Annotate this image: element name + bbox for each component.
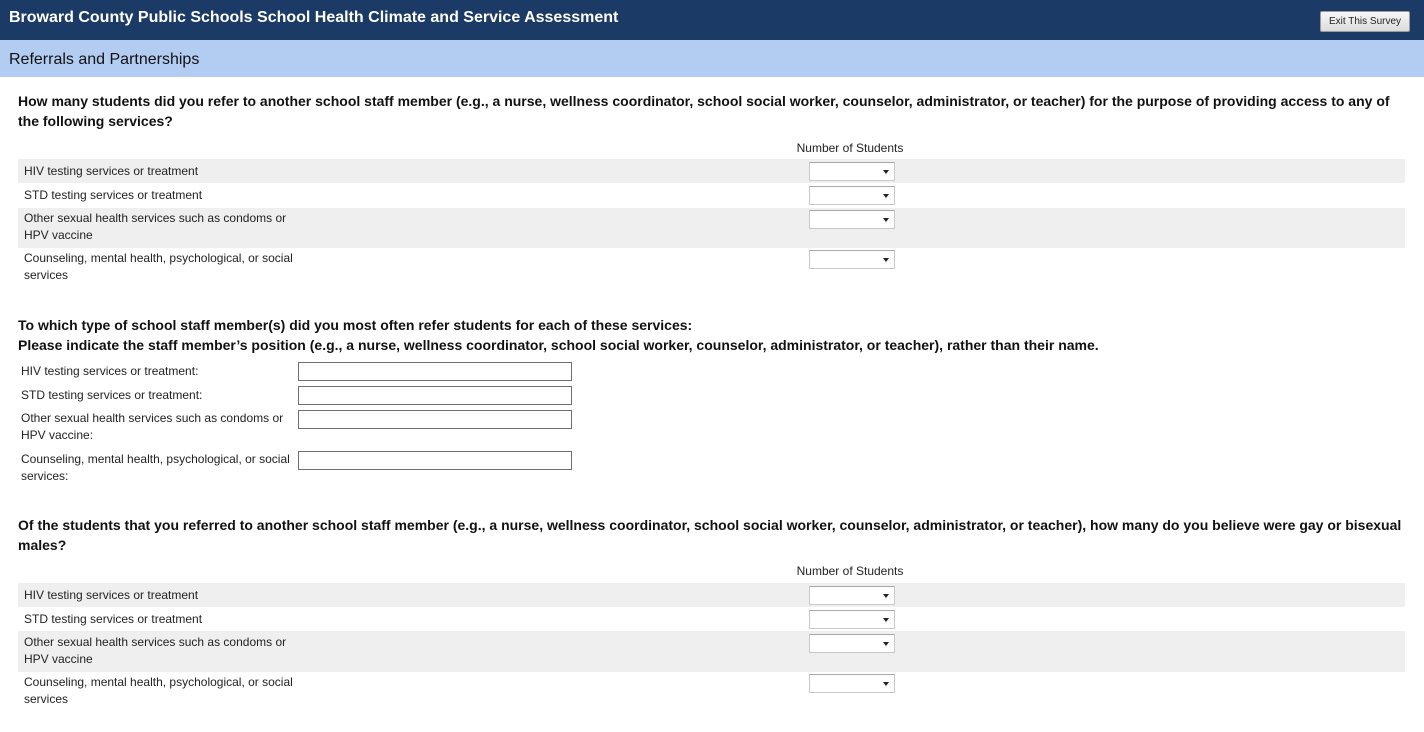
q3-row-std: [18, 607, 1405, 631]
row-label: Counseling, mental health, psychological, or social services: [24, 251, 293, 282]
question-3-text: Of the students that you referred to another school staff member (e.g., a nurse, wellness coordinator, school social worker, counselor, administrator, or teacher), how many do you believe were gay or bisexual males?: [18, 517, 1402, 553]
q1-column-header: Number of Students: [796, 141, 904, 155]
section-bar: [0, 40, 1424, 77]
q1-row-other: [18, 208, 1405, 248]
q3-row-hiv: [18, 583, 1405, 607]
survey-header: [0, 0, 1424, 40]
q1-other-count-select[interactable]: [809, 210, 895, 229]
dropdown-arrow-icon: [883, 170, 889, 174]
q2-hiv-label: HIV testing services or treatment:: [21, 364, 199, 378]
dropdown-arrow-icon: [883, 642, 889, 646]
q3-other-count-select[interactable]: [809, 634, 895, 653]
q2-hiv-staff-input[interactable]: [298, 362, 572, 381]
row-label: Other sexual health services such as condoms or HPV vaccine: [24, 635, 287, 666]
dropdown-arrow-icon: [883, 218, 889, 222]
q2-std-label: STD testing services or treatment:: [21, 388, 203, 402]
row-label: HIV testing services or treatment: [24, 588, 199, 602]
q1-row-counseling: [18, 248, 1405, 288]
q2-counseling-label: Counseling, mental health, psychological, or social services:: [21, 452, 290, 483]
dropdown-arrow-icon: [883, 258, 889, 262]
row-label: STD testing services or treatment: [24, 612, 203, 626]
dropdown-arrow-icon: [883, 682, 889, 686]
q2-counseling-staff-input[interactable]: [298, 451, 572, 470]
section-title: Referrals and Partnerships: [9, 51, 200, 68]
exit-survey-button[interactable]: Exit This Survey: [1320, 11, 1410, 32]
q2-other-staff-input[interactable]: [298, 410, 572, 429]
q2-other-label: Other sexual health services such as condoms or HPV vaccine:: [21, 411, 284, 442]
q1-std-count-select[interactable]: [809, 186, 895, 205]
q3-column-header: Number of Students: [796, 564, 904, 578]
question-2-text-line2: Please indicate the staff member’s position (e.g., a nurse, wellness coordinator, school social worker, counselor, administrator, or teacher), rather than their name.: [18, 337, 1099, 353]
survey-title: Broward County Public Schools School Health Climate and Service Assessment: [9, 9, 619, 26]
q3-std-count-select[interactable]: [809, 610, 895, 629]
q3-row-other: [18, 631, 1405, 672]
q1-counseling-count-select[interactable]: [809, 250, 895, 269]
row-label: HIV testing services or treatment: [24, 164, 199, 178]
q3-row-counseling: [18, 672, 1405, 712]
dropdown-arrow-icon: [883, 594, 889, 598]
question-1-text: How many students did you refer to another school staff member (e.g., a nurse, wellness coordinator, school social worker, counselor, administrator, or teacher) for the purpose of providing access to any of the following services?: [18, 93, 1390, 129]
q1-hiv-count-select[interactable]: [809, 162, 895, 181]
q1-row-hiv: [18, 159, 1405, 183]
question-2-text-line1: To which type of school staff member(s) did you most often refer students for each of these services:: [18, 317, 693, 333]
dropdown-arrow-icon: [883, 194, 889, 198]
q2-std-staff-input[interactable]: [298, 386, 572, 405]
row-label: STD testing services or treatment: [24, 188, 203, 202]
dropdown-arrow-icon: [883, 618, 889, 622]
row-label: Counseling, mental health, psychological, or social services: [24, 675, 293, 706]
row-label: Other sexual health services such as condoms or HPV vaccine: [24, 211, 287, 242]
q3-hiv-count-select[interactable]: [809, 586, 895, 605]
q3-counseling-count-select[interactable]: [809, 674, 895, 693]
q1-row-std: [18, 183, 1405, 208]
